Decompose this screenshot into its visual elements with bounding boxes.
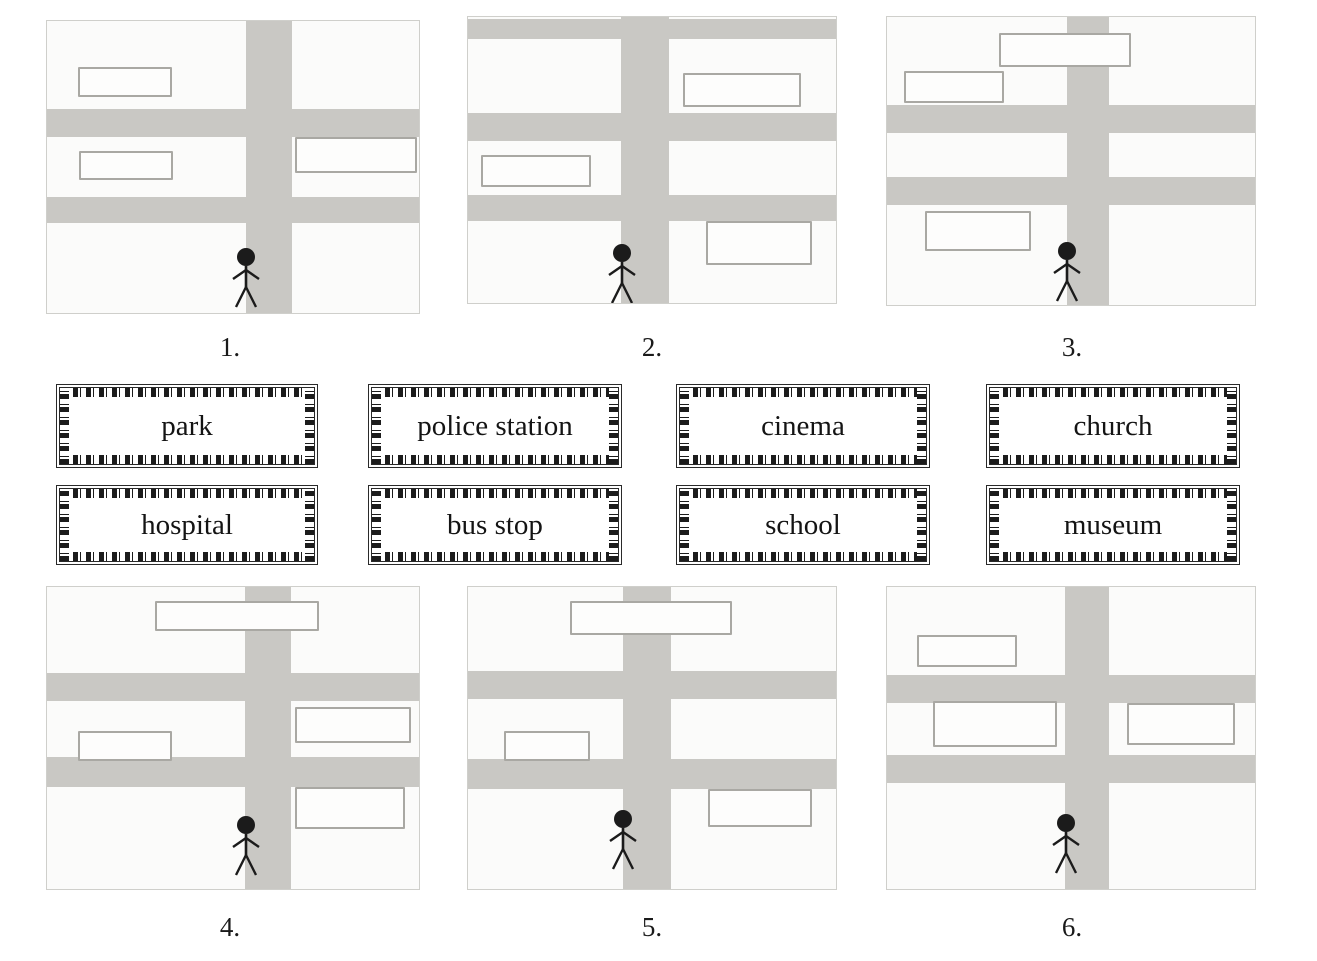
map-panel-4[interactable]: [46, 586, 420, 890]
word-card-hospital[interactable]: [56, 485, 318, 565]
map-caption-6: 6.: [1061, 912, 1083, 942]
building: [999, 33, 1131, 67]
map-panel-2[interactable]: [467, 16, 837, 304]
word-label: museum: [1063, 508, 1163, 541]
building: [295, 787, 405, 829]
map-caption-5: 5.: [641, 912, 663, 942]
road-horizontal-top: [468, 19, 836, 39]
stick-figure-icon: [229, 815, 263, 877]
building: [925, 211, 1031, 251]
map-panel-3[interactable]: [886, 16, 1256, 306]
word-label: police station: [417, 409, 573, 442]
map-caption-2: 2.: [641, 332, 663, 362]
building: [481, 155, 591, 187]
building: [570, 601, 732, 635]
map-panel-6[interactable]: [886, 586, 1256, 890]
word-card-cinema[interactable]: [676, 384, 930, 468]
building: [155, 601, 319, 631]
road-horizontal-bottom: [47, 757, 419, 787]
road-horizontal-bottom: [887, 755, 1255, 783]
building: [706, 221, 812, 265]
building: [917, 635, 1017, 667]
building: [295, 707, 411, 743]
building: [78, 731, 172, 761]
word-label: cinema: [761, 409, 845, 442]
road-horizontal-middle: [468, 113, 836, 141]
word-label: park: [161, 409, 213, 442]
road-horizontal-bottom: [468, 759, 836, 789]
word-card-bus-stop[interactable]: [368, 485, 622, 565]
building: [933, 701, 1057, 747]
map-caption-1: 1.: [219, 332, 241, 362]
word-label: church: [1073, 409, 1153, 442]
building: [79, 151, 173, 180]
building: [904, 71, 1004, 103]
map-caption-3: 3.: [1061, 332, 1083, 362]
road-horizontal-bottom: [887, 177, 1255, 205]
road-horizontal-top: [887, 675, 1255, 703]
road-horizontal-top: [47, 109, 419, 137]
building: [708, 789, 812, 827]
building: [504, 731, 590, 761]
building: [683, 73, 801, 107]
word-card-church[interactable]: [986, 384, 1240, 468]
building: [78, 67, 172, 97]
word-label: school: [765, 508, 841, 541]
word-card-museum[interactable]: [986, 485, 1240, 565]
building: [1127, 703, 1235, 745]
map-panel-5[interactable]: [467, 586, 837, 890]
word-label: hospital: [141, 508, 233, 541]
map-panel-1[interactable]: [46, 20, 420, 314]
word-card-police-station[interactable]: [368, 384, 622, 468]
stick-figure-icon: [605, 243, 639, 304]
building: [295, 137, 417, 173]
stick-figure-icon: [229, 247, 263, 309]
road-horizontal-top: [887, 105, 1255, 133]
word-label: bus stop: [447, 508, 543, 541]
road-horizontal-bottom: [468, 195, 836, 221]
stick-figure-icon: [606, 809, 640, 871]
road-horizontal-top: [47, 673, 419, 701]
road-horizontal-bottom: [47, 197, 419, 223]
word-card-school[interactable]: [676, 485, 930, 565]
word-card-park[interactable]: [56, 384, 318, 468]
stick-figure-icon: [1049, 813, 1083, 875]
road-horizontal-top: [468, 671, 836, 699]
stick-figure-icon: [1050, 241, 1084, 303]
map-caption-4: 4.: [219, 912, 241, 942]
